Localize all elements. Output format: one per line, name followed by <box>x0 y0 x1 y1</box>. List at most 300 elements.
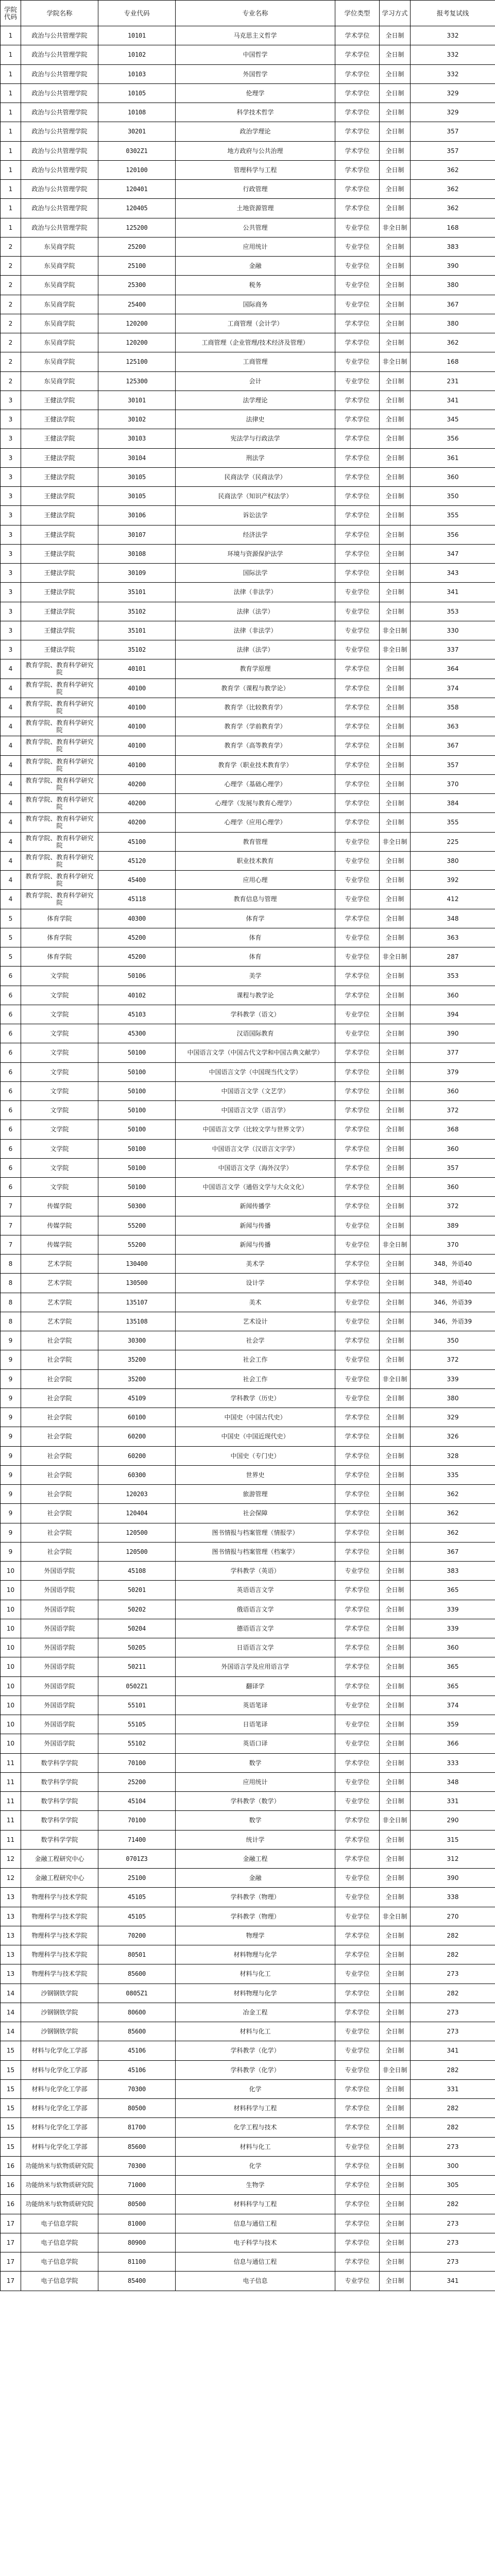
cell-major-name: 电子科学与技术 <box>176 2233 335 2252</box>
cell-major-code: 35200 <box>98 1369 176 1388</box>
cell-study-mode: 全日制 <box>380 1964 411 1984</box>
cell-major-code: 40200 <box>98 774 176 793</box>
cell-major-code: 10103 <box>98 64 176 83</box>
cell-study-mode: 全日制 <box>380 1562 411 1581</box>
cell-college-name: 王健法学院 <box>21 640 98 659</box>
cell-degree-type: 学术学位 <box>335 1657 380 1676</box>
cell-major-code: 130500 <box>98 1274 176 1293</box>
cell-degree-type: 学术学位 <box>335 122 380 141</box>
cell-degree-type: 学术学位 <box>335 1178 380 1197</box>
cell-major-name: 数学 <box>176 1811 335 1830</box>
cell-degree-type: 专业学位 <box>335 602 380 621</box>
cell-college-code: 14 <box>1 2022 21 2041</box>
cell-major-name: 图书情报与档案管理（档案学） <box>176 1542 335 1561</box>
cell-major-code: 45118 <box>98 890 176 909</box>
cell-degree-type: 学术学位 <box>335 525 380 544</box>
cell-degree-type: 专业学位 <box>335 1715 380 1734</box>
cell-college-name: 社会学院 <box>21 1427 98 1446</box>
table-row <box>1 928 495 947</box>
cell-college-code: 16 <box>1 2176 21 2195</box>
cell-study-mode: 全日制 <box>380 2118 411 2137</box>
cell-degree-type: 学术学位 <box>335 103 380 122</box>
cell-retest-score: 357 <box>411 1158 495 1177</box>
cell-study-mode: 全日制 <box>380 2022 411 2041</box>
table-row <box>1 1869 495 1888</box>
cell-major-name: 材料科学与工程 <box>176 2195 335 2214</box>
table-row <box>1 1926 495 1945</box>
header-study-mode: 学习方式 <box>380 1 411 26</box>
table-row <box>1 1235 495 1254</box>
table-row <box>1 2233 495 2252</box>
cell-major-name: 美术 <box>176 1293 335 1312</box>
cell-major-code: 0701Z3 <box>98 1849 176 1868</box>
cell-major-code: 60300 <box>98 1465 176 1484</box>
cell-retest-score: 341 <box>411 391 495 410</box>
cell-degree-type: 学术学位 <box>335 1504 380 1523</box>
cell-retest-score: 282 <box>411 1945 495 1964</box>
cell-major-code: 120404 <box>98 1504 176 1523</box>
table-row <box>1 122 495 141</box>
cell-college-name: 社会学院 <box>21 1446 98 1465</box>
cell-degree-type: 专业学位 <box>335 276 380 295</box>
cell-major-code: 81100 <box>98 2252 176 2272</box>
table-row <box>1 1139 495 1158</box>
cell-college-code: 4 <box>1 679 21 698</box>
cell-college-code: 2 <box>1 295 21 314</box>
cell-college-name: 数学科学学院 <box>21 1830 98 1849</box>
cell-study-mode: 全日制 <box>380 160 411 179</box>
cell-major-name: 生物学 <box>176 2176 335 2195</box>
cell-study-mode: 全日制 <box>380 1638 411 1657</box>
cell-retest-score: 367 <box>411 1542 495 1561</box>
table-row <box>1 1216 495 1235</box>
cell-major-name: 体育学 <box>176 909 335 928</box>
table-row <box>1 2156 495 2175</box>
cell-college-name: 政治与公共管理学院 <box>21 218 98 237</box>
table-row <box>1 26 495 45</box>
cell-college-name: 电子信息学院 <box>21 2272 98 2291</box>
table-row <box>1 1427 495 1446</box>
cell-retest-score: 384 <box>411 794 495 813</box>
cell-study-mode: 全日制 <box>380 2079 411 2098</box>
cell-college-code: 17 <box>1 2272 21 2291</box>
cell-degree-type: 学术学位 <box>335 1849 380 1868</box>
cell-major-name: 中国语言文学（汉语言文字学） <box>176 1139 335 1158</box>
cell-college-code: 3 <box>1 544 21 563</box>
cell-major-name: 公共管理 <box>176 218 335 237</box>
cell-degree-type: 学术学位 <box>335 467 380 486</box>
cell-major-name: 法学理论 <box>176 391 335 410</box>
table-row <box>1 1696 495 1715</box>
cell-study-mode: 非全日制 <box>380 1811 411 1830</box>
cell-degree-type: 专业学位 <box>335 621 380 640</box>
cell-study-mode: 全日制 <box>380 602 411 621</box>
cell-degree-type: 学术学位 <box>335 1542 380 1561</box>
cell-study-mode: 全日制 <box>380 276 411 295</box>
cell-college-name: 电子信息学院 <box>21 2252 98 2272</box>
cell-study-mode: 全日制 <box>380 1312 411 1331</box>
cell-retest-score: 329 <box>411 103 495 122</box>
cell-major-name: 心理学（应用心理学） <box>176 813 335 832</box>
cell-major-code: 120100 <box>98 160 176 179</box>
cell-college-code: 2 <box>1 237 21 256</box>
cell-degree-type: 专业学位 <box>335 1869 380 1888</box>
cell-college-code: 4 <box>1 717 21 736</box>
cell-college-name: 东吴商学院 <box>21 295 98 314</box>
cell-study-mode: 全日制 <box>380 1178 411 1197</box>
cell-degree-type: 学术学位 <box>335 1062 380 1081</box>
cell-study-mode: 全日制 <box>380 1753 411 1772</box>
cell-major-name: 中国史（中国近现代史） <box>176 1427 335 1446</box>
cell-college-code: 1 <box>1 83 21 103</box>
cell-study-mode: 全日制 <box>380 871 411 890</box>
cell-college-name: 东吴商学院 <box>21 276 98 295</box>
cell-college-code: 3 <box>1 467 21 486</box>
table-row <box>1 640 495 659</box>
cell-degree-type: 学术学位 <box>335 1581 380 1600</box>
cell-retest-score: 367 <box>411 295 495 314</box>
cell-major-name: 法律（法学） <box>176 602 335 621</box>
cell-study-mode: 全日制 <box>380 1696 411 1715</box>
cell-major-code: 45103 <box>98 1005 176 1024</box>
cell-major-name: 英语笔译 <box>176 1696 335 1715</box>
cell-major-code: 120401 <box>98 180 176 199</box>
cell-retest-score: 374 <box>411 679 495 698</box>
cell-college-code: 12 <box>1 1849 21 1868</box>
cell-retest-score: 383 <box>411 237 495 256</box>
table-row <box>1 851 495 870</box>
cell-major-name: 社会工作 <box>176 1369 335 1388</box>
cell-study-mode: 全日制 <box>380 1350 411 1369</box>
cell-college-name: 王健法学院 <box>21 429 98 448</box>
cell-study-mode: 全日制 <box>380 2137 411 2156</box>
cell-study-mode: 全日制 <box>380 83 411 103</box>
cell-college-name: 社会学院 <box>21 1331 98 1350</box>
cell-major-code: 120500 <box>98 1523 176 1542</box>
cell-college-code: 3 <box>1 583 21 602</box>
cell-major-code: 50100 <box>98 1139 176 1158</box>
table-row <box>1 986 495 1005</box>
cell-degree-type: 学术学位 <box>335 314 380 333</box>
cell-college-name: 数学科学学院 <box>21 1811 98 1830</box>
cell-major-code: 80500 <box>98 2099 176 2118</box>
cell-study-mode: 全日制 <box>380 487 411 506</box>
cell-study-mode: 非全日制 <box>380 218 411 237</box>
cell-major-code: 50205 <box>98 1638 176 1657</box>
cell-college-code: 15 <box>1 2137 21 2156</box>
cell-college-code: 2 <box>1 371 21 391</box>
cell-college-name: 王健法学院 <box>21 391 98 410</box>
cell-major-code: 60200 <box>98 1446 176 1465</box>
cell-college-code: 4 <box>1 755 21 774</box>
cell-retest-score: 329 <box>411 1408 495 1427</box>
cell-study-mode: 全日制 <box>380 141 411 160</box>
cell-study-mode: 全日制 <box>380 564 411 583</box>
cell-college-name: 政治与公共管理学院 <box>21 45 98 64</box>
cell-college-name: 沙钢钢铁学院 <box>21 2003 98 2022</box>
cell-college-name: 教育学院、教育科学研究院 <box>21 679 98 698</box>
table-row <box>1 1158 495 1177</box>
cell-major-name: 心理学（基础心理学） <box>176 774 335 793</box>
cell-degree-type: 学术学位 <box>335 1485 380 1504</box>
cell-college-name: 教育学院、教育科学研究院 <box>21 698 98 717</box>
cell-degree-type: 学术学位 <box>335 1331 380 1350</box>
cell-retest-score: 343 <box>411 564 495 583</box>
cell-major-name: 地方政府与公共治理 <box>176 141 335 160</box>
cell-degree-type: 专业学位 <box>335 2041 380 2060</box>
cell-college-name: 物理科学与技术学院 <box>21 1926 98 1945</box>
cell-major-name: 体育 <box>176 928 335 947</box>
cell-degree-type: 专业学位 <box>335 1772 380 1791</box>
cell-retest-score: 357 <box>411 141 495 160</box>
cell-retest-score: 331 <box>411 2079 495 2098</box>
cell-college-name: 数学科学学院 <box>21 1792 98 1811</box>
cell-degree-type: 专业学位 <box>335 890 380 909</box>
cell-retest-score: 225 <box>411 832 495 851</box>
table-row <box>1 64 495 83</box>
cell-major-name: 教育学（比较教育学） <box>176 698 335 717</box>
cell-college-name: 教育学院、教育科学研究院 <box>21 774 98 793</box>
cell-college-code: 11 <box>1 1811 21 1830</box>
cell-major-name: 设计学 <box>176 1274 335 1293</box>
cell-major-name: 化学工程与技术 <box>176 2118 335 2137</box>
cell-college-code: 1 <box>1 64 21 83</box>
table-row <box>1 1772 495 1791</box>
cell-study-mode: 非全日制 <box>380 832 411 851</box>
cell-retest-score: 331 <box>411 1792 495 1811</box>
cell-degree-type: 学术学位 <box>335 448 380 467</box>
cell-degree-type: 专业学位 <box>335 1369 380 1388</box>
cell-major-code: 30101 <box>98 391 176 410</box>
cell-study-mode: 全日制 <box>380 1619 411 1638</box>
cell-degree-type: 学术学位 <box>335 1446 380 1465</box>
cell-retest-score: 372 <box>411 1101 495 1120</box>
table-row <box>1 1331 495 1350</box>
cell-retest-score: 362 <box>411 160 495 179</box>
table-row <box>1 1734 495 1753</box>
cell-college-name: 东吴商学院 <box>21 371 98 391</box>
cell-study-mode: 全日制 <box>380 237 411 256</box>
cell-major-name: 材料物理与化学 <box>176 1984 335 2003</box>
cell-study-mode: 全日制 <box>380 1984 411 2003</box>
table-row <box>1 1657 495 1676</box>
cell-major-code: 40101 <box>98 659 176 679</box>
cell-college-name: 功能纳米与软物质研究院 <box>21 2195 98 2214</box>
cell-major-name: 金融 <box>176 1869 335 1888</box>
cell-degree-type: 学术学位 <box>335 2118 380 2137</box>
cell-college-code: 4 <box>1 698 21 717</box>
cell-study-mode: 全日制 <box>380 1120 411 1139</box>
cell-major-name: 民商法学（民商法学） <box>176 467 335 486</box>
header-retest-score: 报考复试线 <box>411 1 495 26</box>
table-row <box>1 160 495 179</box>
cell-college-name: 王健法学院 <box>21 448 98 467</box>
cell-retest-score: 390 <box>411 1024 495 1043</box>
cell-college-code: 2 <box>1 276 21 295</box>
cell-major-name: 信息与通信工程 <box>176 2252 335 2272</box>
cell-major-code: 45109 <box>98 1388 176 1408</box>
cell-retest-score: 339 <box>411 1600 495 1619</box>
cell-study-mode: 全日制 <box>380 755 411 774</box>
cell-degree-type: 学术学位 <box>335 1043 380 1062</box>
cell-major-name: 学科教学（物理） <box>176 1907 335 1926</box>
table-row <box>1 1062 495 1081</box>
cell-major-code: 35102 <box>98 602 176 621</box>
cell-retest-score: 287 <box>411 947 495 967</box>
cell-major-name: 体育 <box>176 947 335 967</box>
cell-study-mode: 全日制 <box>380 26 411 45</box>
cell-study-mode: 全日制 <box>380 813 411 832</box>
cell-college-name: 传媒学院 <box>21 1235 98 1254</box>
cell-degree-type: 学术学位 <box>335 986 380 1005</box>
cell-major-name: 材料与化工 <box>176 2022 335 2041</box>
cell-college-name: 文学院 <box>21 1081 98 1100</box>
cell-study-mode: 全日制 <box>380 257 411 276</box>
cell-study-mode: 全日制 <box>380 1197 411 1216</box>
cell-college-name: 政治与公共管理学院 <box>21 26 98 45</box>
cell-retest-score: 362 <box>411 1504 495 1523</box>
cell-degree-type: 学术学位 <box>335 160 380 179</box>
cell-college-code: 4 <box>1 794 21 813</box>
cell-major-code: 70100 <box>98 1811 176 1830</box>
cell-study-mode: 全日制 <box>380 525 411 544</box>
cell-study-mode: 全日制 <box>380 1255 411 1274</box>
cell-college-name: 体育学院 <box>21 947 98 967</box>
cell-study-mode: 全日制 <box>380 2099 411 2118</box>
cell-retest-score: 290 <box>411 1811 495 1830</box>
cell-study-mode: 全日制 <box>380 1427 411 1446</box>
cell-major-name: 学科教学（语文） <box>176 1005 335 1024</box>
cell-major-name: 中国语言文学（海外汉学） <box>176 1158 335 1177</box>
cell-study-mode: 全日制 <box>380 1849 411 1868</box>
cell-degree-type: 专业学位 <box>335 257 380 276</box>
cell-retest-score: 380 <box>411 1388 495 1408</box>
table-row <box>1 1043 495 1062</box>
cell-degree-type: 学术学位 <box>335 755 380 774</box>
cell-retest-score: 350 <box>411 1331 495 1350</box>
cell-college-name: 传媒学院 <box>21 1216 98 1235</box>
cell-college-code: 3 <box>1 410 21 429</box>
table-row <box>1 813 495 832</box>
cell-degree-type: 学术学位 <box>335 1255 380 1274</box>
cell-major-code: 120200 <box>98 314 176 333</box>
cell-major-code: 40200 <box>98 813 176 832</box>
cell-study-mode: 非全日制 <box>380 621 411 640</box>
cell-major-code: 25100 <box>98 257 176 276</box>
table-row <box>1 1446 495 1465</box>
table-row <box>1 774 495 793</box>
cell-major-code: 50100 <box>98 1043 176 1062</box>
cell-degree-type: 学术学位 <box>335 2176 380 2195</box>
cell-retest-score: 360 <box>411 1139 495 1158</box>
cell-college-name: 外国语学院 <box>21 1562 98 1581</box>
cell-retest-score: 282 <box>411 2099 495 2118</box>
cell-study-mode: 全日制 <box>380 45 411 64</box>
cell-college-code: 15 <box>1 2118 21 2137</box>
cell-major-code: 70200 <box>98 1926 176 1945</box>
table-row <box>1 2079 495 2098</box>
cell-retest-score: 335 <box>411 1465 495 1484</box>
table-row <box>1 352 495 371</box>
cell-retest-score: 341 <box>411 583 495 602</box>
cell-major-code: 120405 <box>98 199 176 218</box>
cell-major-code: 30106 <box>98 506 176 525</box>
cell-college-name: 文学院 <box>21 967 98 986</box>
cell-college-name: 文学院 <box>21 1120 98 1139</box>
table-row <box>1 1542 495 1561</box>
cell-major-code: 35102 <box>98 640 176 659</box>
cell-college-name: 政治与公共管理学院 <box>21 160 98 179</box>
cell-major-code: 50211 <box>98 1657 176 1676</box>
cell-retest-score: 362 <box>411 180 495 199</box>
cell-major-code: 50100 <box>98 1178 176 1197</box>
cell-college-name: 政治与公共管理学院 <box>21 141 98 160</box>
cell-major-code: 60200 <box>98 1427 176 1446</box>
cell-major-code: 45108 <box>98 1562 176 1581</box>
cell-major-name: 社会工作 <box>176 1350 335 1369</box>
header-college-name: 学院名称 <box>21 1 98 26</box>
table-row <box>1 1178 495 1197</box>
cell-study-mode: 全日制 <box>380 1600 411 1619</box>
cell-major-name: 教育学（课程与教学论） <box>176 679 335 698</box>
cell-major-code: 10105 <box>98 83 176 103</box>
cell-degree-type: 学术学位 <box>335 813 380 832</box>
cell-college-code: 9 <box>1 1465 21 1484</box>
cell-major-name: 马克思主义哲学 <box>176 26 335 45</box>
cell-degree-type: 学术学位 <box>335 698 380 717</box>
cell-degree-type: 学术学位 <box>335 909 380 928</box>
table-row <box>1 506 495 525</box>
cell-study-mode: 全日制 <box>380 1657 411 1676</box>
cell-college-name: 王健法学院 <box>21 583 98 602</box>
cell-retest-score: 338 <box>411 1888 495 1907</box>
cell-major-code: 135108 <box>98 1312 176 1331</box>
cell-college-code: 10 <box>1 1734 21 1753</box>
cell-major-name: 中国语言文学（通俗文学与大众文化） <box>176 1178 335 1197</box>
cell-major-name: 课程与教学论 <box>176 986 335 1005</box>
cell-college-code: 1 <box>1 26 21 45</box>
cell-major-name: 应用统计 <box>176 1772 335 1791</box>
table-row <box>1 755 495 774</box>
cell-college-code: 13 <box>1 1888 21 1907</box>
cell-major-code: 55102 <box>98 1734 176 1753</box>
cell-college-code: 10 <box>1 1581 21 1600</box>
cell-major-code: 60100 <box>98 1408 176 1427</box>
cell-major-name: 金融工程 <box>176 1849 335 1868</box>
cell-retest-score: 348 <box>411 1772 495 1791</box>
cell-college-name: 体育学院 <box>21 928 98 947</box>
cell-degree-type: 学术学位 <box>335 564 380 583</box>
cell-major-name: 应用心理 <box>176 871 335 890</box>
cell-major-name: 工商管理 <box>176 352 335 371</box>
cell-retest-score: 367 <box>411 736 495 755</box>
cell-major-name: 翻译学 <box>176 1676 335 1696</box>
cell-college-code: 1 <box>1 122 21 141</box>
cell-major-name: 外国语言学及应用语言学 <box>176 1657 335 1676</box>
cell-degree-type: 专业学位 <box>335 851 380 870</box>
cell-study-mode: 全日制 <box>380 506 411 525</box>
cell-college-code: 9 <box>1 1331 21 1350</box>
cell-major-code: 0302Z1 <box>98 141 176 160</box>
table-row <box>1 1101 495 1120</box>
table-row <box>1 1811 495 1830</box>
cell-major-code: 80600 <box>98 2003 176 2022</box>
cell-college-code: 4 <box>1 832 21 851</box>
cell-study-mode: 全日制 <box>380 794 411 813</box>
cell-study-mode: 全日制 <box>380 1274 411 1293</box>
cell-major-name: 图书情报与档案管理（情报学） <box>176 1523 335 1542</box>
table-row <box>1 1485 495 1504</box>
